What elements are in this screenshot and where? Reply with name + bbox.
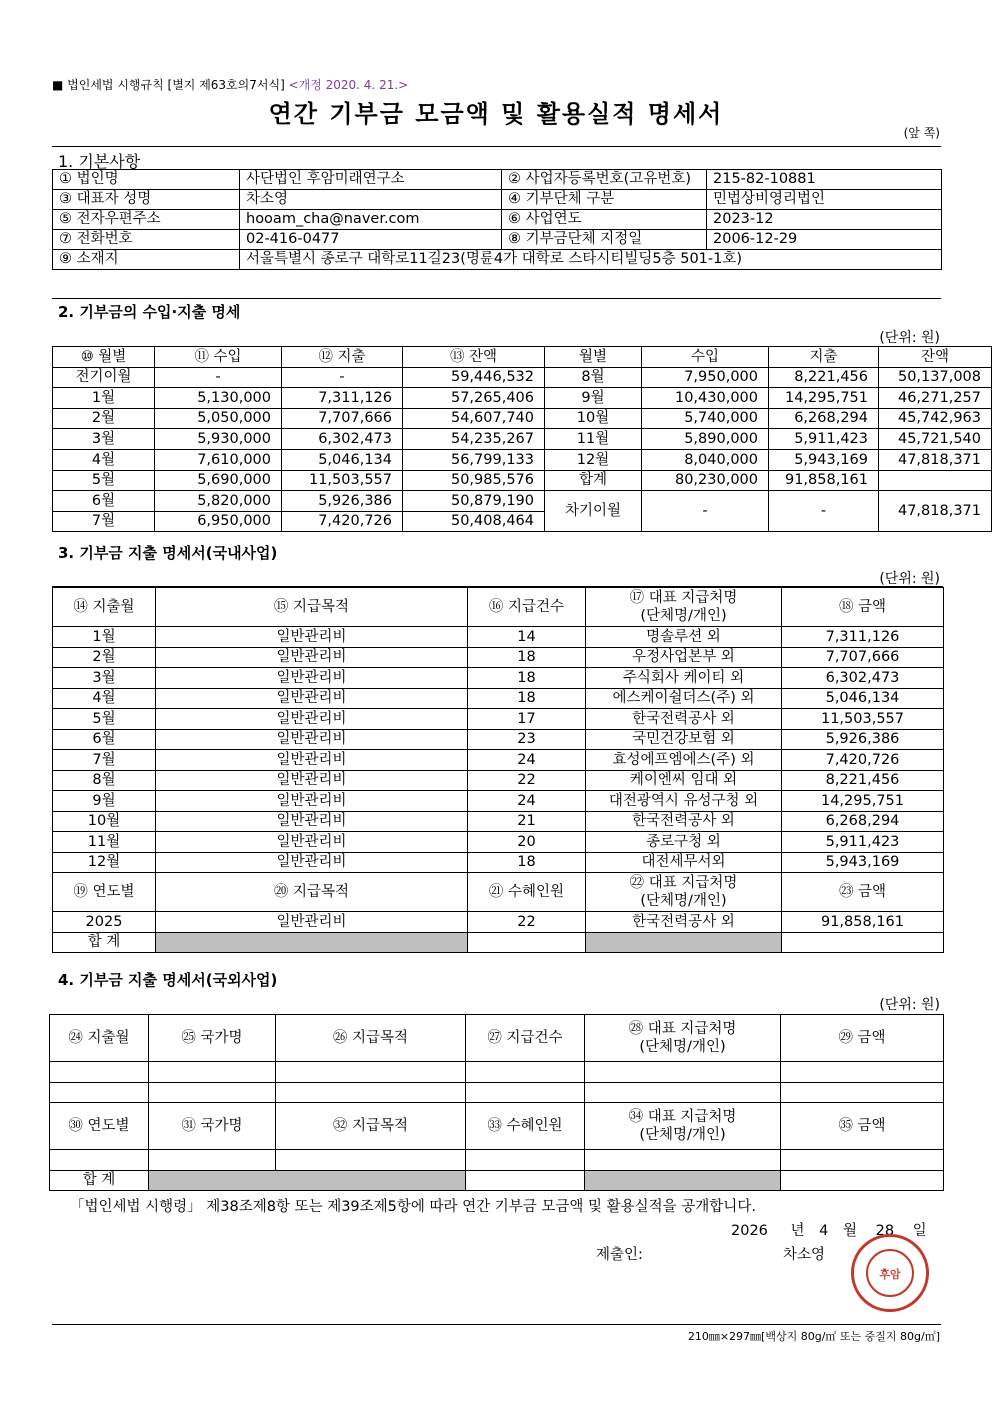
income-cell: 5,820,000 xyxy=(155,491,282,512)
count-cell: 21 xyxy=(468,811,586,832)
month-cell: 5월 xyxy=(53,470,155,491)
column-header: ⑫ 지출 xyxy=(282,347,403,368)
amount-cell: 8,221,456 xyxy=(782,770,944,791)
field-value: 215-82-10881 xyxy=(707,170,942,190)
header-row xyxy=(50,1103,944,1150)
empty-cell xyxy=(466,1082,585,1103)
payee-cell: 효성에프엠에스(주) 외 xyxy=(586,750,782,771)
submitter-name: 차소영 xyxy=(783,1247,826,1263)
column-header: ㉚ 연도별 xyxy=(50,1103,149,1150)
table-row xyxy=(53,429,992,450)
shaded-cell xyxy=(156,932,468,953)
shaded-cell xyxy=(586,932,782,953)
total-row xyxy=(53,932,944,953)
field-label: ⑧ 기부금단체 지정일 xyxy=(502,230,707,250)
form-reference xyxy=(52,76,408,93)
income-cell: 7,950,000 xyxy=(642,367,769,388)
date-month-unit: 월 xyxy=(842,1223,857,1239)
balance-cell: 45,721,540 xyxy=(879,429,992,450)
column-header: ㉞ 대표 지급처명 (단체명/개인) xyxy=(585,1103,781,1150)
balance-cell: 47,818,371 xyxy=(879,449,992,470)
column-header: ㉕ 국가명 xyxy=(149,1015,276,1062)
month-cell: 8월 xyxy=(545,367,642,388)
carry-balance: 47,818,371 xyxy=(879,491,992,532)
carry-label: 차기이월 xyxy=(545,491,642,532)
shaded-cell xyxy=(585,1170,781,1191)
income-cell: 80,230,000 xyxy=(642,470,769,491)
column-header: ㉓ 금액 xyxy=(782,873,944,912)
income-cell: 5,930,000 xyxy=(155,429,282,450)
amount-cell: 11,503,557 xyxy=(782,709,944,730)
purpose-cell: 일반관리비 xyxy=(156,770,468,791)
header-row xyxy=(50,1015,944,1062)
column-header: ⑪ 수입 xyxy=(155,347,282,368)
month-cell: 4월 xyxy=(53,688,156,709)
empty-cell xyxy=(585,1082,781,1103)
amount-cell: 7,420,726 xyxy=(782,750,944,771)
amount-cell: 5,046,134 xyxy=(782,688,944,709)
total-label: 합 계 xyxy=(53,932,156,953)
empty-cell xyxy=(149,1150,276,1171)
divider xyxy=(52,298,941,299)
disclosure-statement: 「법인세법 시행령」 제38조제8항 또는 제39조제5항에 따라 연간 기부금 모금액 및 활용실적을 공개합니다. xyxy=(70,1199,756,1215)
count-cell: 14 xyxy=(468,627,586,648)
balance-cell: 50,879,190 xyxy=(403,491,545,512)
income-cell: 8,040,000 xyxy=(642,449,769,470)
payee-cell: 한국전력공사 외 xyxy=(586,811,782,832)
info-row xyxy=(53,230,942,250)
field-value: 2023-12 xyxy=(707,210,942,230)
purpose-cell: 일반관리비 xyxy=(156,750,468,771)
payee-cell: 케이엔씨 임대 외 xyxy=(586,770,782,791)
income-cell: 7,610,000 xyxy=(155,449,282,470)
month-cell: 11월 xyxy=(53,832,156,853)
amount-cell: 6,302,473 xyxy=(782,668,944,689)
count-cell: 20 xyxy=(468,832,586,853)
month-cell: 합계 xyxy=(545,470,642,491)
field-value: 2006-12-29 xyxy=(707,230,942,250)
info-row xyxy=(53,190,942,210)
expense-cell: 7,420,726 xyxy=(282,511,403,532)
field-label: ① 법인명 xyxy=(53,170,240,190)
law-reference: ■ 법인세법 시행규칙 [별지 제63호의7서식] xyxy=(52,78,285,92)
income-cell: - xyxy=(155,367,282,388)
address-value: 서울특별시 종로구 대학로11길23(명륜4가 대학로 스타시티빌딩5층 501-1호) xyxy=(240,250,942,270)
expense-cell: 8,221,456 xyxy=(769,367,879,388)
section4-title: 4. 기부금 지출 명세서(국외사업) xyxy=(58,971,278,989)
section3-unit: (단위: 원) xyxy=(879,571,940,587)
column-header: ⑬ 잔액 xyxy=(403,347,545,368)
payee-cell: 에스케이쉴더스(주) 외 xyxy=(586,688,782,709)
expense-cell: 6,268,294 xyxy=(769,408,879,429)
month-cell: 2월 xyxy=(53,408,155,429)
empty-cell xyxy=(468,932,586,953)
official-seal xyxy=(851,1234,929,1312)
empty-cell xyxy=(50,1062,149,1083)
column-header: ⑰ 대표 지급처명 (단체명/개인) xyxy=(586,588,782,627)
amount-cell: 5,911,423 xyxy=(782,832,944,853)
balance-cell: 50,137,008 xyxy=(879,367,992,388)
empty-cell xyxy=(276,1150,466,1171)
month-cell: 12월 xyxy=(53,852,156,873)
count-cell: 22 xyxy=(468,770,586,791)
count-cell: 17 xyxy=(468,709,586,730)
income-cell: 5,690,000 xyxy=(155,470,282,491)
seal-text: 후암 xyxy=(879,1268,901,1281)
column-header: ⑳ 지급목적 xyxy=(156,873,468,912)
empty-cell xyxy=(585,1062,781,1083)
balance-cell: 59,446,532 xyxy=(403,367,545,388)
month-cell: 9월 xyxy=(53,791,156,812)
carry-expense: - xyxy=(769,491,879,532)
payee-cell: 대전광역시 유성구청 외 xyxy=(586,791,782,812)
year-cell: 2025 xyxy=(53,912,156,933)
info-row xyxy=(53,210,942,230)
column-header: ㉒ 대표 지급처명 (단체명/개인) xyxy=(586,873,782,912)
table-row xyxy=(53,470,992,491)
expense-cell: - xyxy=(282,367,403,388)
date-month: 4 xyxy=(819,1223,829,1239)
balance-cell: 57,265,406 xyxy=(403,388,545,409)
month-cell: 1월 xyxy=(53,627,156,648)
column-header: ⑯ 지급건수 xyxy=(468,588,586,627)
expense-cell: 11,503,557 xyxy=(282,470,403,491)
table-row xyxy=(53,491,992,512)
amount-cell: 5,926,386 xyxy=(782,729,944,750)
purpose-cell: 일반관리비 xyxy=(156,912,468,933)
column-header: ⑱ 금액 xyxy=(782,588,944,627)
empty-cell xyxy=(781,1062,944,1083)
purpose-cell: 일반관리비 xyxy=(156,627,468,648)
info-row xyxy=(53,170,942,190)
field-value: 차소영 xyxy=(240,190,502,210)
month-cell: 9월 xyxy=(545,388,642,409)
column-header: ㉛ 국가명 xyxy=(149,1103,276,1150)
amount-cell: 6,268,294 xyxy=(782,811,944,832)
count-cell: 18 xyxy=(468,852,586,873)
table-row xyxy=(53,750,944,771)
payee-cell: 한국전력공사 외 xyxy=(586,912,782,933)
balance-cell: 56,799,133 xyxy=(403,449,545,470)
empty-cell xyxy=(782,932,944,953)
amount-cell: 14,295,751 xyxy=(782,791,944,812)
month-cell: 10월 xyxy=(53,811,156,832)
expense-cell: 6,302,473 xyxy=(282,429,403,450)
month-cell: 1월 xyxy=(53,388,155,409)
amount-cell: 5,943,169 xyxy=(782,852,944,873)
income-cell: 5,740,000 xyxy=(642,408,769,429)
column-header: 잔액 xyxy=(879,347,992,368)
count-cell: 24 xyxy=(468,791,586,812)
column-header: 지출 xyxy=(769,347,879,368)
total-row xyxy=(50,1170,944,1191)
address-label: ⑨ 소재지 xyxy=(53,250,240,270)
column-header: ⑮ 지급목적 xyxy=(156,588,468,627)
empty-cell xyxy=(50,1082,149,1103)
table-row xyxy=(53,647,944,668)
count-cell: 18 xyxy=(468,647,586,668)
table-row xyxy=(53,729,944,750)
field-label: ③ 대표자 성명 xyxy=(53,190,240,210)
empty-cell xyxy=(466,1062,585,1083)
field-value: 02-416-0477 xyxy=(240,230,502,250)
purpose-cell: 일반관리비 xyxy=(156,791,468,812)
expense-cell: 7,707,666 xyxy=(282,408,403,429)
month-cell: 8월 xyxy=(53,770,156,791)
column-header: ㉘ 대표 지급처명 (단체명/개인) xyxy=(585,1015,781,1062)
total-label: 합 계 xyxy=(50,1170,149,1191)
payee-cell: 국민건강보험 외 xyxy=(586,729,782,750)
column-header: 월별 xyxy=(545,347,642,368)
expense-cell: 5,943,169 xyxy=(769,449,879,470)
divider xyxy=(52,1324,941,1325)
divider xyxy=(52,146,941,147)
table-row xyxy=(53,668,944,689)
balance-cell: 50,985,576 xyxy=(403,470,545,491)
table-row xyxy=(53,688,944,709)
expense-cell: 5,926,386 xyxy=(282,491,403,512)
date-day: 28 xyxy=(875,1223,895,1239)
section4-unit: (단위: 원) xyxy=(879,997,940,1013)
empty-cell xyxy=(466,1150,585,1171)
balance-cell: 50,408,464 xyxy=(403,511,545,532)
column-header: 수입 xyxy=(642,347,769,368)
field-value: 민법상비영리법인 xyxy=(707,190,942,210)
table-row xyxy=(53,852,944,873)
empty-row xyxy=(50,1062,944,1083)
expense-cell: 7,311,126 xyxy=(282,388,403,409)
balance-cell: 54,607,740 xyxy=(403,408,545,429)
month-cell: 2월 xyxy=(53,647,156,668)
page-side-label: (앞 쪽) xyxy=(903,126,940,140)
balance-cell: 54,235,267 xyxy=(403,429,545,450)
section1-title: 1. 기본사항 xyxy=(58,152,141,171)
shaded-cell xyxy=(149,1170,466,1191)
column-header: ㉑ 수혜인원 xyxy=(468,873,586,912)
field-value: hooam_cha@naver.com xyxy=(240,210,502,230)
income-cell: 6,950,000 xyxy=(155,511,282,532)
amount-cell: 91,858,161 xyxy=(782,912,944,933)
empty-cell xyxy=(585,1150,781,1171)
table-row xyxy=(53,791,944,812)
table-row xyxy=(53,912,944,933)
month-cell: 6월 xyxy=(53,491,155,512)
table-row xyxy=(53,388,992,409)
balance-cell: 46,271,257 xyxy=(879,388,992,409)
table-row xyxy=(53,832,944,853)
revision-date: <개정 2020. 4. 21.> xyxy=(288,78,409,92)
empty-cell xyxy=(149,1062,276,1083)
count-cell: 18 xyxy=(468,688,586,709)
table-row xyxy=(53,770,944,791)
month-cell: 12월 xyxy=(545,449,642,470)
table-row xyxy=(53,811,944,832)
count-cell: 18 xyxy=(468,668,586,689)
table-row xyxy=(53,709,944,730)
date-year: 2026 xyxy=(731,1223,768,1239)
payee-cell: 종로구청 외 xyxy=(586,832,782,853)
expense-cell: 91,858,161 xyxy=(769,470,879,491)
header-row xyxy=(53,588,944,627)
payee-cell: 한국전력공사 외 xyxy=(586,709,782,730)
expense-cell: 5,911,423 xyxy=(769,429,879,450)
field-label: ⑥ 사업연도 xyxy=(502,210,707,230)
header-row xyxy=(53,347,992,368)
month-cell: 전기이월 xyxy=(53,367,155,388)
payee-cell: 명솔루션 외 xyxy=(586,627,782,648)
empty-cell xyxy=(781,1170,944,1191)
empty-cell xyxy=(50,1150,149,1171)
empty-cell xyxy=(149,1082,276,1103)
column-header: ⑩ 월별 xyxy=(53,347,155,368)
payee-cell: 대전세무서외 xyxy=(586,852,782,873)
purpose-cell: 일반관리비 xyxy=(156,729,468,750)
income-cell: 5,130,000 xyxy=(155,388,282,409)
column-header: ㉝ 수혜인원 xyxy=(466,1103,585,1150)
month-cell: 7월 xyxy=(53,511,155,532)
count-cell: 24 xyxy=(468,750,586,771)
purpose-cell: 일반관리비 xyxy=(156,852,468,873)
month-cell: 3월 xyxy=(53,429,155,450)
table-row xyxy=(53,449,992,470)
section2-title: 2. 기부금의 수입·지출 명세 xyxy=(58,303,241,321)
purpose-cell: 일반관리비 xyxy=(156,668,468,689)
table-row xyxy=(53,408,992,429)
overseas-expense-table xyxy=(49,1014,944,1191)
date-day-unit: 일 xyxy=(912,1223,927,1239)
empty-cell xyxy=(781,1150,944,1171)
expense-cell: 5,046,134 xyxy=(282,449,403,470)
beneficiary-cell: 22 xyxy=(468,912,586,933)
income-cell: 5,050,000 xyxy=(155,408,282,429)
field-value: 사단법인 후암미래연구소 xyxy=(240,170,502,190)
income-expense-table xyxy=(52,346,992,532)
column-header: ㉖ 지급목적 xyxy=(276,1015,466,1062)
empty-row xyxy=(50,1082,944,1103)
paper-spec-footer: 210㎜×297㎜[백상지 80g/㎡ 또는 중질지 80g/㎡] xyxy=(687,1330,940,1343)
purpose-cell: 일반관리비 xyxy=(156,832,468,853)
purpose-cell: 일반관리비 xyxy=(156,709,468,730)
document-title: 연간 기부금 모금액 및 활용실적 명세서 xyxy=(268,100,724,128)
column-header: ㉙ 금액 xyxy=(781,1015,944,1062)
expense-cell: 14,295,751 xyxy=(769,388,879,409)
field-label: ② 사업자등록번호(고유번호) xyxy=(502,170,707,190)
column-header: ㉔ 지출월 xyxy=(50,1015,149,1062)
section3-title: 3. 기부금 지출 명세서(국내사업) xyxy=(58,544,278,562)
payee-cell: 우정사업본부 외 xyxy=(586,647,782,668)
header-row xyxy=(53,873,944,912)
month-cell: 3월 xyxy=(53,668,156,689)
amount-cell: 7,707,666 xyxy=(782,647,944,668)
balance-cell: 45,742,963 xyxy=(879,408,992,429)
month-cell: 4월 xyxy=(53,449,155,470)
empty-cell xyxy=(466,1170,585,1191)
balance-cell xyxy=(879,470,992,491)
purpose-cell: 일반관리비 xyxy=(156,688,468,709)
empty-cell xyxy=(276,1062,466,1083)
table-row xyxy=(53,627,944,648)
column-header: ㉗ 지급건수 xyxy=(466,1015,585,1062)
purpose-cell: 일반관리비 xyxy=(156,647,468,668)
submitter-label: 제출인: xyxy=(596,1247,643,1263)
month-cell: 7월 xyxy=(53,750,156,771)
empty-row xyxy=(50,1150,944,1171)
income-cell: 5,890,000 xyxy=(642,429,769,450)
month-cell: 5월 xyxy=(53,709,156,730)
domestic-expense-table xyxy=(52,587,944,953)
amount-cell: 7,311,126 xyxy=(782,627,944,648)
column-header: ⑭ 지출월 xyxy=(53,588,156,627)
table-row xyxy=(53,367,992,388)
income-cell: 10,430,000 xyxy=(642,388,769,409)
section2-unit: (단위: 원) xyxy=(879,330,940,346)
field-label: ⑤ 전자우편주소 xyxy=(53,210,240,230)
basic-info-table xyxy=(52,169,942,270)
empty-cell xyxy=(781,1082,944,1103)
date-year-unit: 년 xyxy=(790,1223,805,1239)
field-label: ⑦ 전화번호 xyxy=(53,230,240,250)
column-header: ㉜ 지급목적 xyxy=(276,1103,466,1150)
column-header: ㉟ 금액 xyxy=(781,1103,944,1150)
payee-cell: 주식회사 케이티 외 xyxy=(586,668,782,689)
month-cell: 6월 xyxy=(53,729,156,750)
empty-cell xyxy=(276,1082,466,1103)
month-cell: 10월 xyxy=(545,408,642,429)
month-cell: 11월 xyxy=(545,429,642,450)
field-label: ④ 기부단체 구분 xyxy=(502,190,707,210)
column-header: ⑲ 연도별 xyxy=(53,873,156,912)
carry-income: - xyxy=(642,491,769,532)
count-cell: 23 xyxy=(468,729,586,750)
purpose-cell: 일반관리비 xyxy=(156,811,468,832)
